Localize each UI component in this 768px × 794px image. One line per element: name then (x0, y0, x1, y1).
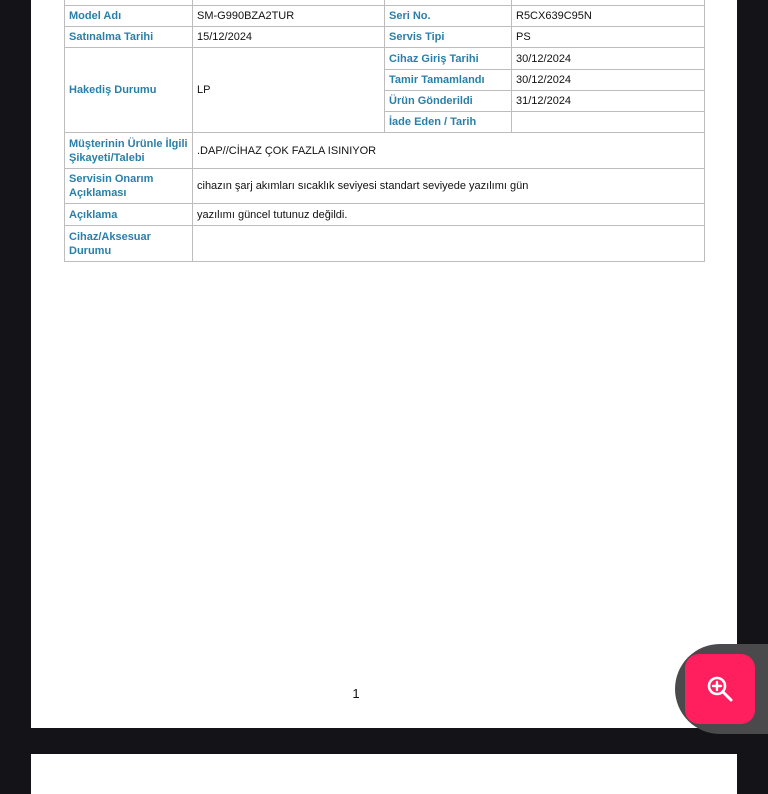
entitlement-label: Hakediş Durumu (65, 48, 193, 133)
service-type-value: PS (512, 27, 705, 48)
page-number: 1 (352, 686, 360, 701)
model-value: SM-G990BZA2TUR (193, 6, 385, 27)
note-label: Açıklama (65, 204, 193, 226)
device-condition-value (193, 226, 705, 262)
shipped-value: 31/12/2024 (512, 91, 705, 112)
zoom-in-button[interactable] (685, 654, 755, 724)
purchase-date-value: 15/12/2024 (193, 27, 385, 48)
table-row (65, 169, 705, 204)
note-value: yazılımı güncel tutunuz değildi. (193, 204, 705, 226)
table-row (65, 204, 705, 226)
entitlement-value: LP (193, 48, 385, 133)
returned-by-label: İade Eden / Tarih (385, 112, 512, 133)
complaint-label: Müşterinin Ürünle İlgili Şikayeti/Talebi (65, 133, 193, 169)
entry-date-value: 30/12/2024 (512, 48, 705, 70)
serial-value: R5CX639C95N (512, 6, 705, 27)
entry-date-label: Cihaz Giriş Tarihi (385, 48, 512, 70)
zoom-in-icon (704, 673, 736, 705)
table-row (65, 27, 705, 48)
purchase-date-label: Satınalma Tarihi (65, 27, 193, 48)
repair-done-value: 30/12/2024 (512, 70, 705, 91)
serial-label: Seri No. (385, 6, 512, 27)
repair-desc-value: cihazın şarj akımları sıcaklık seviyesi standart seviyede yazılımı gün (193, 169, 705, 204)
repair-done-label: Tamir Tamamlandı (385, 70, 512, 91)
table-row (65, 48, 705, 70)
table-row (65, 133, 705, 169)
shipped-label: Ürün Gönderildi (385, 91, 512, 112)
next-document-page (31, 754, 737, 794)
device-condition-label: Cihaz/Aksesuar Durumu (65, 226, 193, 262)
service-type-label: Servis Tipi (385, 27, 512, 48)
returned-by-value (512, 112, 705, 133)
document-page (31, 0, 737, 728)
service-info-table (64, 0, 705, 262)
table-row (65, 226, 705, 262)
model-label: Model Adı (65, 6, 193, 27)
repair-desc-label: Servisin Onarım Açıklaması (65, 169, 193, 204)
complaint-value: .DAP//CİHAZ ÇOK FAZLA ISINIYOR (193, 133, 705, 169)
table-row (65, 6, 705, 27)
